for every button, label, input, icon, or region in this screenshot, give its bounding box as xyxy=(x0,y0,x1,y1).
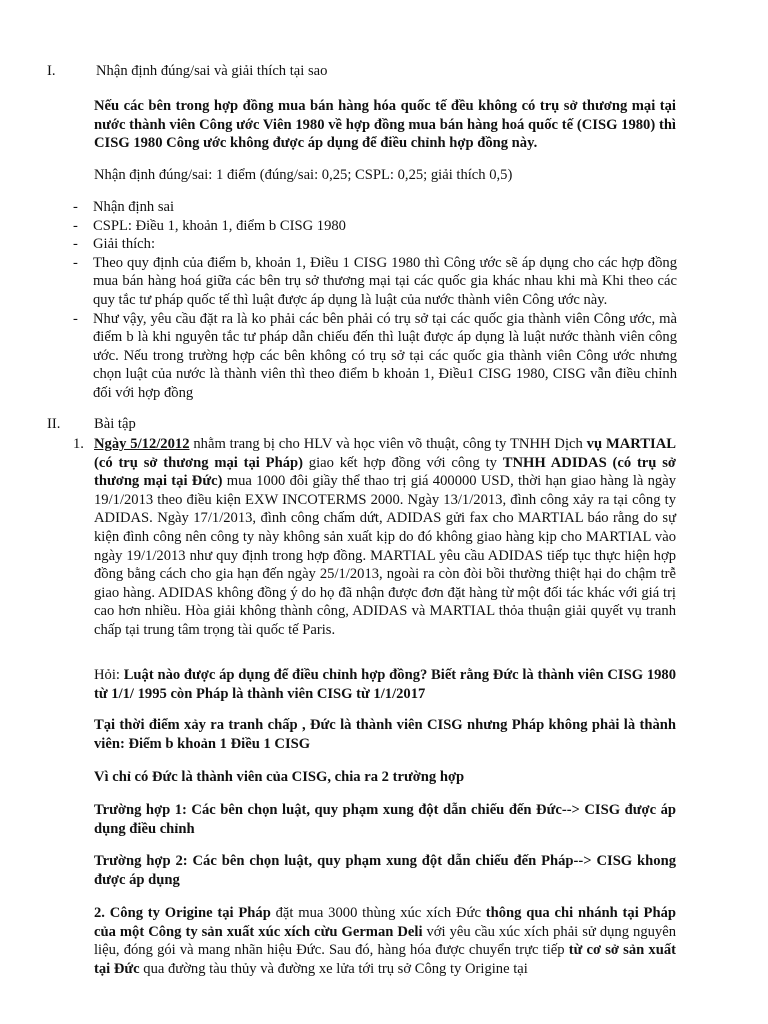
exercise-2-text xyxy=(94,904,676,978)
exercise-1-question xyxy=(94,666,676,703)
bullet-dash: - xyxy=(73,199,78,215)
answer-paragraph-3: Trường hợp 1: Các bên chọn luật, quy phạm xung đột dẫn chiếu đến Đức--> CISG được áp dụng điều chỉnh xyxy=(94,802,676,837)
exercise-1-date: Ngày 5/12/2012 xyxy=(94,436,190,452)
question-text: Luật nào được áp dụng để điều chỉnh hợp đồng? Biết rằng Đức là thành viên CISG 1980 từ 1/1/ 1995 còn Pháp là thành viên CISG từ 1/1/2017 xyxy=(94,667,677,702)
answer-paragraph-1: Tại thời điểm xảy ra tranh chấp , Đức là thành viên CISG nhưng Pháp không phải là thành viên: Điểm b khoản 1 Điều 1 CISG xyxy=(94,717,676,752)
exercise-2-lead: 2. Công ty Origine tại Pháp xyxy=(94,905,271,921)
answer-paragraph-2: Vì chỉ có Đức là thành viên của CISG, chia ra 2 trường hợp xyxy=(94,769,465,785)
list-item xyxy=(73,198,677,217)
section-1-numeral: I. xyxy=(47,63,56,79)
section-1-bullets xyxy=(73,198,677,403)
exercise-2-part: qua đường tàu thủy và đường xe lửa tới trụ sở Công ty Origine tại xyxy=(139,960,528,977)
list-item xyxy=(73,310,677,403)
section-1-question: Nếu các bên trong hợp đồng mua bán hàng hóa quốc tế đều không có trụ sở thương mại tại nước thành viên Công ước Viên 1980 về hợp đồng mua bán hàng hoá quốc tế (CISG 1980) thì CISG 1980 Công ước không được áp dụng để điều chỉnh hợp đồng này. xyxy=(94,98,676,152)
exercise-1-part: nhằm trang bị cho HLV và học viên võ thuật, công ty TNHH Dịch xyxy=(189,436,587,452)
bullet-text: Theo quy định của điểm b, khoản 1, Điều 1 CISG 1980 thì Công ước sẽ áp dụng cho các hợp đồng mua bán hàng hoá giữa các bên trụ sở thương mại tại các quốc gia khác nhau khi mà Khi theo các quy tắc tư pháp quốc tế thì luật được áp dụng là luật của nước thành viên Công ước này. xyxy=(93,254,677,308)
exercise-1-number: 1. xyxy=(73,436,84,452)
list-item xyxy=(73,254,677,310)
exercise-2-branch: thông qua chi nhánh tại Pháp của một Công ty sản xuất xúc xích cừu German Deli xyxy=(94,905,676,940)
exercise-1-part: giao kết hợp đồng với công ty xyxy=(302,454,503,471)
question-label: Hỏi: xyxy=(94,667,124,683)
bullet-text: CSPL: Điều 1, khoản 1, điểm b CISG 1980 xyxy=(93,217,346,234)
section-2-heading: Bài tập xyxy=(94,416,136,432)
bullet-text: Nhận định sai xyxy=(93,199,175,215)
list-item xyxy=(73,217,677,236)
bullet-dash: - xyxy=(73,217,78,234)
exercise-1-seller: TNHH ADIDAS (có trụ sở thương mại tại Đức) xyxy=(94,454,676,490)
bullet-text: Như vậy, yêu cầu đặt ra là ko phải các bên phải có trụ sở tại các quốc gia thành viên Công ước, mà điểm b là khi nguyên tắc tư pháp dẫn chiếu đến thì luật được áp dụng là luật nước thành viên công ước. Nếu trong trường hợp các bên không có trụ sở tại các quốc gia thành viên Công ước nhưng chọn luật của nước là thành viên thì theo điểm b khoản 1, Điều1 CISG 1980, CISG vẫn điều chỉnh đối với hợp đồng xyxy=(93,310,677,401)
exercise-1-part: mua 1000 đôi giầy thể thao trị giá 400000 USD, thời hạn giao hàng là ngày 19/1/2013 theo điều kiện EXW INCOTERMS 2000. Ngày 13/1/2013, đình công xảy ra tại công ty ADIDAS. Ngày 17/1/2013, đình công chấm dứt, ADIDAS gửi fax cho MARTIAL báo rằng do sự kiện đình công nên công ty này không sản xuất kịp do đó không giao hàng kịp cho MARTIAL vào ngày 19/1/2013 như quy định trong hợp đồng. MARTIAL yêu cầu ADIDAS tiếp tục thực hiện hợp đồng bằng cách cho gia hạn đến ngày 25/1/2013, ngoài ra còn đòi bồi thường thiệt hại do chậm trễ giao hàng. ADIDAS không đồng ý do họ đã nhận được đơn đặt hàng từ một đối tác khác với giá trị cao hơn nhiều. Hòa giải không thành công, ADIDAS và MARTIAL thỏa thuận giải quyết vụ tranh chấp tại trung tâm trọng tài quốc tế Paris. xyxy=(94,473,676,638)
exercise-2-origin: từ cơ sở sản xuất tại Đức xyxy=(94,942,676,977)
exercise-1-text xyxy=(94,435,676,640)
exercise-2-part: với yêu cầu xúc xích phải sử dụng nguyên liệu, đóng gói và mang nhãn hiệu Đức. Sau đó, hàng hóa được chuyển trực tiếp xyxy=(94,923,676,959)
exercise-2-part: đặt mua 3000 thùng xúc xích Đức xyxy=(270,905,486,921)
bullet-dash: - xyxy=(73,254,78,271)
section-2-numeral: II. xyxy=(47,416,61,432)
bullet-dash: - xyxy=(73,236,78,253)
answer-paragraph-4: Trường hợp 2: Các bên chọn luật, quy phạm xung đột dẫn chiếu đến Pháp--> CISG khong được áp dụng xyxy=(94,853,676,888)
bullet-text: Giải thích: xyxy=(93,236,156,253)
list-item xyxy=(73,235,677,254)
section-1-scoring: Nhận định đúng/sai: 1 điểm (đúng/sai: 0,25; CSPL: 0,25; giải thích 0,5) xyxy=(94,167,513,183)
exercise-1-buyer: vụ MARTIAL (có trụ sở thương mại tại Pháp) xyxy=(94,436,676,471)
section-1-heading: Nhận định đúng/sai và giải thích tại sao xyxy=(96,63,328,79)
bullet-dash: - xyxy=(73,310,78,327)
